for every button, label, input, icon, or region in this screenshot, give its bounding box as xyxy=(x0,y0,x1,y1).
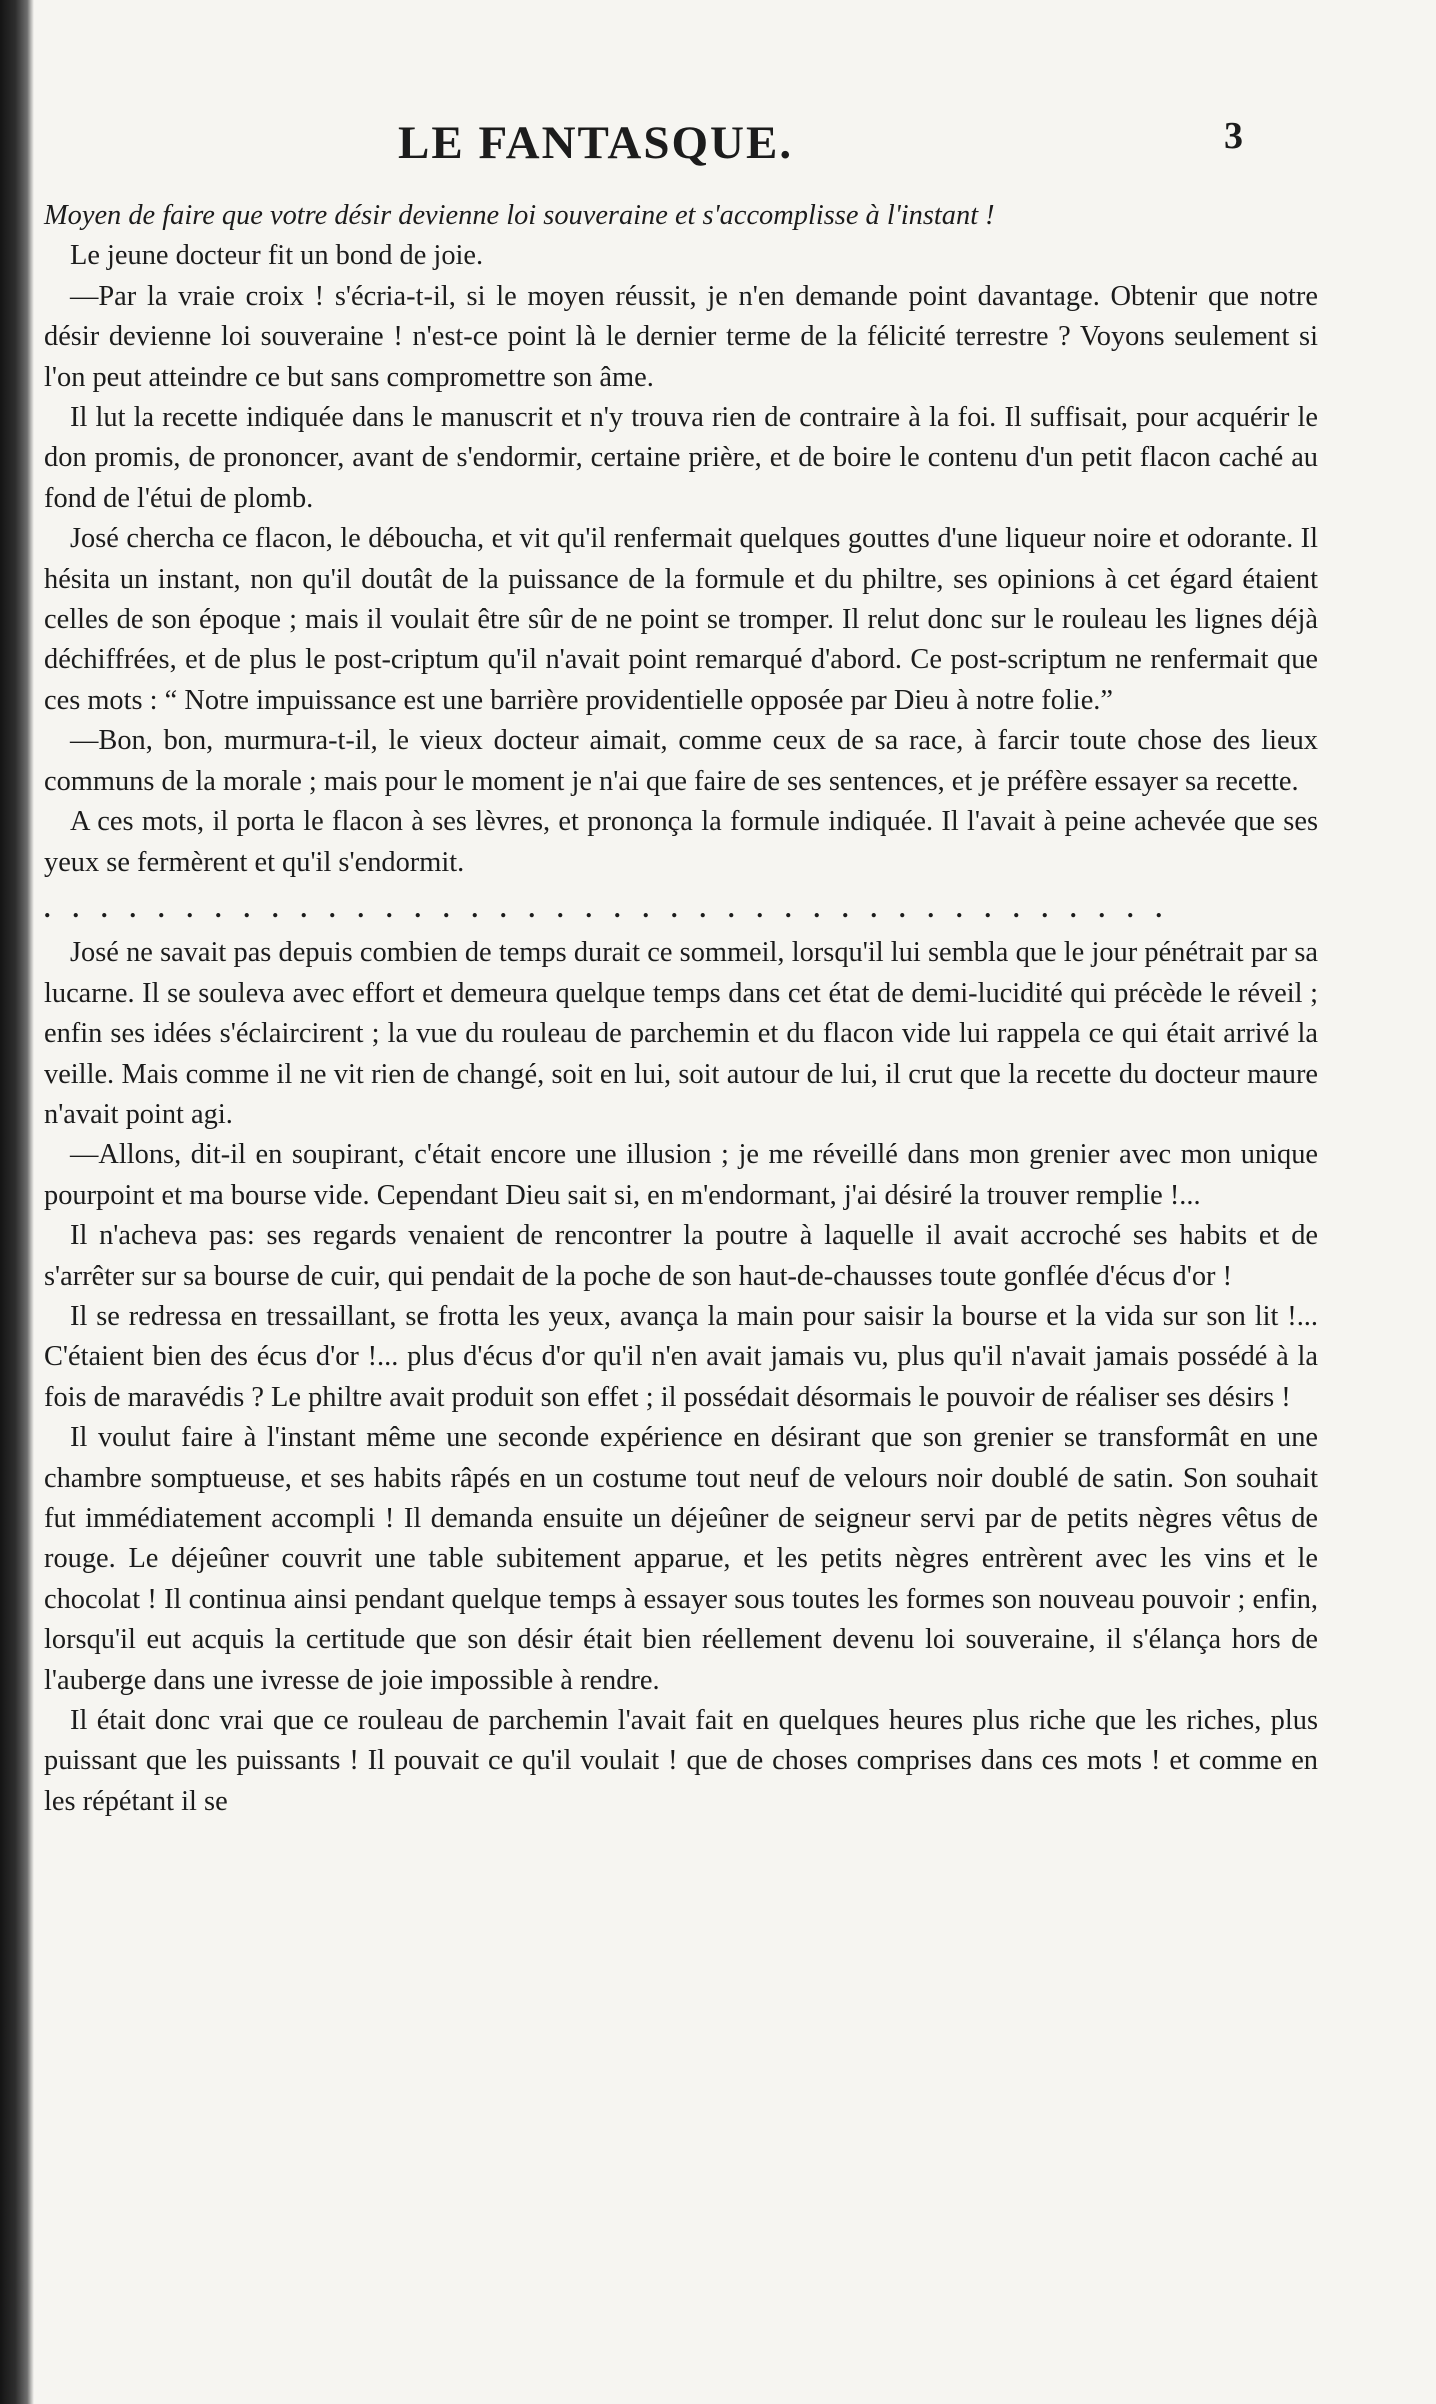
paragraph: A ces mots, il porta le flacon à ses lèvres, et prononça la formule indiquée. Il l'avait à peine achevée que ses yeux se fermèrent et qu'il s'endormit. xyxy=(44,806,1318,878)
paragraph: Il lut la recette indiquée dans le manuscrit et n'y trouva rien de contraire à la foi. Il suffisait, pour acquérir le don promis, de prononcer, avant de s'endormir, certaine prière, et de boire le contenu d'un petit flacon caché au fond de l'étui de plomb. xyxy=(44,402,1318,514)
page-header xyxy=(0,108,1436,178)
section-subtitle: Moyen de faire que votre désir devienne loi souveraine et s'accomplisse à l'instant ! xyxy=(44,200,995,231)
page-binding-shadow xyxy=(0,0,34,2404)
paragraph: José chercha ce flacon, le déboucha, et vit qu'il renfermait quelques gouttes d'une liqueur noire et odorante. Il hésita un instant, non qu'il doutât de la puissance de la formule et du philtre, ses opinions à cet égard étaient celles de son époque ; mais il voulait être sûr de ne point se tromper. Il relut donc sur le rouleau les lignes déjà déchiffrées, et de plus le post-criptum qu'il n'avait point remarqué d'abord. Ce post-scriptum ne renfermait que ces mots : “ Notre impuissance est une barrière providentielle opposée par Dieu à notre folie.” xyxy=(44,523,1318,716)
body-text xyxy=(44,196,1318,1822)
running-title: LE FANTASQUE. xyxy=(398,117,794,169)
section-break-dots: ........................................ xyxy=(44,893,1184,923)
paragraph: Il voulut faire à l'instant même une seconde expérience en désirant que son grenier se transformât en une chambre somptueuse, et ses habits râpés en un costume tout neuf de velours noir doublé de satin. Son souhait fut immédiatement accompli ! Il demanda ensuite un déjeûner de seigneur servi par de petits nègres vêtus de rouge. Le déjeûner couvrit une table subitement apparue, et les petits nègres entrèrent avec les vins et le chocolat ! Il continua ainsi pendant quelque temps à essayer sous toutes les formes son nouveau pouvoir ; enfin, lorsqu'il eut acquis la certitude que son désir était bien réellement devenu loi souveraine, il s'élança hors de l'auberge dans une ivresse de joie impossible à rendre. xyxy=(44,1422,1318,1696)
paragraph: Il était donc vrai que ce rouleau de parchemin l'avait fait en quelques heures plus riche que les riches, plus puissant que les puissants ! Il pouvait ce qu'il voulait ! que de choses comprises dans ces mots ! et comme en les répétant il se xyxy=(44,1705,1318,1817)
page-number: 3 xyxy=(1224,115,1243,157)
paragraph: —Par la vraie croix ! s'écria-t-il, si le moyen réussit, je n'en demande point davantage. Obtenir que notre désir devienne loi souveraine ! n'est-ce point là le dernier terme de la félicité terrestre ? Voyons seulement si l'on peut atteindre ce but sans compromettre son âme. xyxy=(44,280,1318,393)
paragraph: —Allons, dit-il en soupirant, c'était encore une illusion ; je me réveillé dans mon grenier avec mon unique pourpoint et ma bourse vide. Cependant Dieu sait si, en m'endormant, j'ai désiré la trouver remplie !... xyxy=(44,1139,1318,1211)
paragraph: Il se redressa en tressaillant, se frotta les yeux, avança la main pour saisir la bourse et la vida sur son lit !... C'étaient bien des écus d'or !... plus d'écus d'or qu'il n'en avait jamais vu, plus qu'il n'avait jamais possédé à la fois de maravédis ? Le philtre avait produit son effet ; il possédait désormais le pouvoir de réaliser ses désirs ! xyxy=(44,1300,1318,1413)
paragraph: José ne savait pas depuis combien de temps durait ce sommeil, lorsqu'il lui sembla que le jour pénétrait par sa lucarne. Il se souleva avec effort et demeura quelque temps dans cet état de demi-lucidité qui précède le réveil ; enfin ses idées s'éclaircirent ; la vue du rouleau de parchemin et du flacon vide lui rappela ce qui était arrivé la veille. Mais comme il ne vit rien de changé, soit en lui, soit autour de lui, il crut que la recette du docteur maure n'avait point agi. xyxy=(44,937,1318,1130)
paragraph: Il n'acheva pas: ses regards venaient de rencontrer la poutre à laquelle il avait accroché ses habits et de s'arrêter sur sa bourse de cuir, qui pendait de la poche de son haut-de-chausses toute gonflée d'écus d'or ! xyxy=(44,1220,1318,1292)
paragraph: —Bon, bon, murmura-t-il, le vieux docteur aimait, comme ceux de sa race, à farcir toute chose des lieux communs de la morale ; mais pour le moment je n'ai que faire de ses sentences, et je préfère essayer sa recette. xyxy=(44,725,1318,797)
paragraph: Le jeune docteur fit un bond de joie. xyxy=(70,240,484,272)
